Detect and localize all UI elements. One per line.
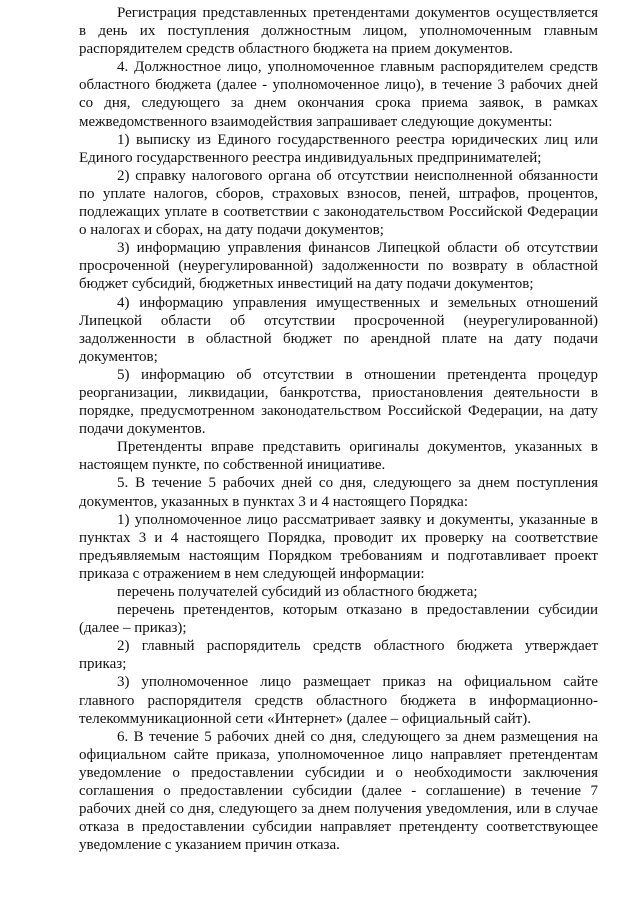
paragraph-item-6: 6. В течение 5 рабочих дней со дня, следующего за днем размещения на официальном сайте приказа, уполномоченное лицо направляет претендентам уведомление о предоставлении субсидии и о необходимости заключения соглашения о предоставлении субсидии (далее - соглашение) в течение 7 рабочих дней со дня, следующего за днем получения уведомления, или в случае отказа в предоставлении субсидии направляет претенденту соответствующее уведомление с указанием причин отказа. [79,728,598,854]
paragraph-item-5-2: 2) главный распорядитель средств областного бюджета утверждает приказ; [79,638,598,673]
paragraph-item-5-3: 3) уполномоченное лицо размещает приказ на официальном сайте главного распорядителя средств областного бюджета в информационно-телекоммуникационной сети «Интернет» (далее – официальный сайт). [79,674,598,727]
paragraph-item-4: 4. Должностное лицо, уполномоченное главным распорядителем средств областного бюджета (далее - уполномоченное лицо), в течение 3 рабочих дней со дня, следующего за днем окончания срока приема заявок, в рамках межведомственного взаимодействия запрашивает следующие документы: [79,59,598,130]
paragraph-item-4-5: 5) информацию об отсутствии в отношении претендента процедур реорганизации, ликвидации, банкротства, приостановления деятельности в порядке, предусмотренном законодательством Российской Федерации, на дату подачи документов. [79,366,598,438]
paragraph-registration: Регистрация представленных претендентами документов осуществляется в день их поступления должностным лицом, уполномоченным главным распорядителем средств областного бюджета на прием документов. [79,5,598,58]
paragraph-item-4-1: 1) выписку из Единого государственного реестра юридических лиц или Единого государственного реестра индивидуальных предпринимателей; [79,131,598,166]
paragraph-item-5-1: 1) уполномоченное лицо рассматривает заявку и документы, указанные в пунктах 3 и 4 настоящего Порядка, проводит их проверку на соответствие предъявляемым настоящим Порядком требованиям и подготавливает проект приказа с отражением в нем следующей информации: [79,511,598,582]
paragraph-refused-list: перечень претендентов, которым отказано в предоставлении субсидии (далее – приказ); [79,602,598,637]
paragraph-item-4-3: 3) информацию управления финансов Липецкой области об отсутствии просроченной (неурегулированной) задолженности по возврату в областной бюджет субсидий, бюджетных инвестиций на дату подачи документов; [79,240,598,293]
paragraph-originals: Претенденты вправе представить оригиналы документов, указанных в настоящем пункте, по собственной инициативе. [79,439,598,474]
paragraph-item-4-2: 2) справку налогового органа об отсутствии неисполненной обязанности по уплате налогов, сборов, страховых взносов, пеней, штрафов, процентов, подлежащих уплате в соответствии с законодательством Российской Федерации о налогах и сборах, на дату подачи документов; [79,167,598,239]
paragraph-item-5: 5. В течение 5 рабочих дней со дня, следующего за днем поступления документов, указанных в пунктах 3 и 4 настоящего Порядка: [79,475,598,510]
paragraph-item-4-4: 4) информацию управления имущественных и земельных отношений Липецкой области об отсутствии просроченной (неурегулированной) задолженности в областной бюджет по арендной плате на дату подачи документов; [79,294,598,365]
paragraph-recipients-list: перечень получателей субсидий из областного бюджета; [117,584,478,600]
